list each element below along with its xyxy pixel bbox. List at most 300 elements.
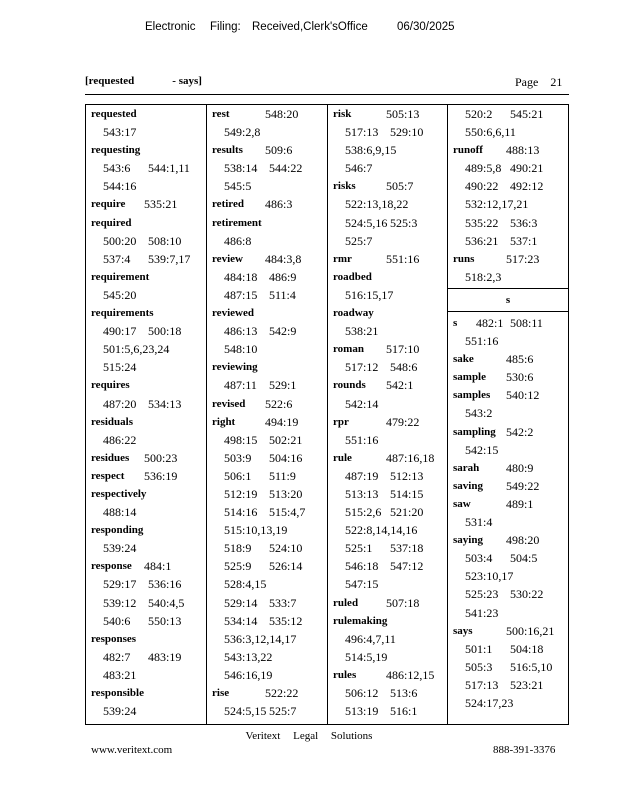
index-ref-line — [207, 159, 327, 177]
page-line-ref: 500:23 — [144, 450, 178, 465]
page-line-ref: 539:7,17 — [148, 251, 191, 266]
index-term: reviewing — [212, 361, 258, 374]
page-line-ref: 546:16,19 — [224, 667, 273, 682]
page-line-ref: 539:24 — [103, 704, 137, 719]
word-index-table — [85, 104, 569, 725]
index-ref-line — [448, 105, 568, 123]
page-line-ref: 545:20 — [103, 287, 137, 302]
index-ref-line — [86, 594, 206, 612]
page-line-ref: 500:18 — [148, 324, 182, 339]
index-ref-line — [86, 123, 206, 141]
page-line-ref: 529:1 — [269, 378, 297, 393]
page-line-ref: 503:4 — [465, 551, 493, 566]
index-term: required — [91, 216, 132, 229]
index-term-line — [328, 340, 448, 358]
index-ref-line — [448, 332, 568, 350]
index-term: requires — [91, 379, 130, 392]
page-line-ref: 543:17 — [103, 125, 137, 140]
index-ref-line — [448, 123, 568, 141]
page-line-ref: 487:15 — [224, 287, 258, 302]
page-line-ref: 486:9 — [269, 269, 297, 284]
page-line-ref: 513:20 — [269, 486, 303, 501]
index-term: s — [453, 317, 458, 329]
index-term-line — [86, 214, 206, 232]
page-line-ref: 504:18 — [510, 641, 544, 656]
index-term-line — [328, 449, 448, 467]
index-ref-line — [207, 376, 327, 394]
index-ref-line — [207, 340, 327, 358]
page-line-ref: 529:10 — [390, 125, 424, 140]
index-term: runs — [453, 252, 475, 265]
page-line-ref: 505:13 — [386, 107, 420, 121]
page-line-ref: 547:12 — [390, 559, 424, 574]
index-term: runoff — [453, 144, 483, 157]
page-line-ref: 513:13 — [345, 486, 379, 501]
index-ref-line — [448, 177, 568, 195]
index-ref-line — [448, 268, 568, 286]
index-term-line — [328, 376, 448, 394]
page-line-ref: 484:18 — [224, 269, 258, 284]
footer-phone: 888-391-3376 — [493, 744, 556, 756]
index-term: residues — [91, 451, 130, 464]
index-ref-line — [448, 640, 568, 658]
index-term: roadbed — [333, 270, 372, 283]
index-term: saving — [453, 479, 483, 492]
index-ref-line — [207, 503, 327, 521]
index-ref-line — [86, 612, 206, 630]
index-term: requirements — [91, 307, 154, 320]
index-column-4 — [447, 105, 568, 724]
page-line-ref: 515:4,7 — [269, 505, 306, 520]
index-term-line — [448, 423, 568, 441]
index-ref-line — [207, 177, 327, 195]
page-line-ref: 536:21 — [465, 233, 499, 248]
index-term-line — [86, 630, 206, 648]
index-ref-line — [448, 567, 568, 585]
index-ref-line — [448, 232, 568, 250]
index-column-4-top — [448, 105, 568, 286]
page-line-ref: 546:18 — [345, 559, 379, 574]
footer-company-word: Solutions — [330, 730, 373, 742]
index-ref-line — [86, 286, 206, 304]
index-term-line — [86, 521, 206, 539]
index-column-3 — [327, 105, 448, 724]
page-line-ref: 514:5,19 — [345, 649, 388, 664]
index-term-line — [86, 141, 206, 159]
filing-stamp — [0, 21, 618, 37]
page-line-ref: 542:2 — [506, 424, 534, 439]
index-ref-line — [207, 612, 327, 630]
index-ref-line — [448, 513, 568, 531]
index-term-line — [448, 314, 568, 332]
index-term: sake — [453, 353, 474, 366]
page-line-ref: 530:22 — [510, 587, 544, 602]
index-term-line — [207, 214, 327, 232]
page-line-ref: 540:6 — [103, 613, 131, 628]
index-term: responding — [91, 524, 144, 537]
index-ref-line — [86, 358, 206, 376]
page-line-ref: 496:4,7,11 — [345, 631, 396, 646]
page-line-ref: 500:20 — [103, 233, 137, 248]
footer-website: www.veritext.com — [91, 744, 173, 756]
index-ref-line — [328, 467, 448, 485]
index-term-line — [328, 268, 448, 286]
index-term-line — [328, 304, 448, 322]
index-term-line — [207, 358, 327, 376]
index-term-line — [328, 594, 448, 612]
index-term: rpr — [333, 415, 349, 428]
page-line-ref: 486:8 — [224, 233, 252, 248]
index-term: review — [212, 252, 243, 265]
page-line-ref: 551:16 — [345, 432, 379, 447]
index-term: rmr — [333, 252, 352, 265]
index-ref-line — [328, 322, 448, 340]
index-term: saying — [453, 534, 483, 547]
page-line-ref: 518:2,3 — [465, 269, 502, 284]
index-term: roman — [333, 343, 364, 356]
index-ref-line — [207, 648, 327, 666]
page-line-ref: 524:17,23 — [465, 695, 514, 710]
page-line-ref: 479:22 — [386, 414, 420, 429]
range-start: [requested — [85, 75, 135, 87]
header-rule — [85, 94, 569, 95]
index-ref-line — [448, 195, 568, 213]
index-ref-line — [86, 431, 206, 449]
page-line-ref: 486:13 — [224, 324, 258, 339]
page-line-ref: 548:20 — [265, 107, 299, 121]
page-line-ref: 494:19 — [265, 414, 299, 429]
index-ref-line — [86, 539, 206, 557]
index-ref-line — [207, 575, 327, 593]
page-line-ref: 530:6 — [506, 370, 534, 385]
page-line-ref: 484:1 — [144, 559, 172, 574]
page-indicator — [515, 75, 562, 90]
index-term: sampling — [453, 425, 496, 438]
page-line-ref: 489:1 — [506, 496, 534, 511]
index-term-line — [86, 268, 206, 286]
index-term: roadway — [333, 307, 374, 320]
page-line-ref: 526:14 — [269, 559, 303, 574]
index-term-line — [86, 105, 206, 123]
index-ref-line — [448, 441, 568, 459]
index-ref-line — [207, 449, 327, 467]
index-term-line — [207, 141, 327, 159]
page-line-ref: 483:19 — [148, 649, 182, 664]
page-line-ref: 483:21 — [103, 667, 137, 682]
page-line-ref: 538:6,9,15 — [345, 143, 397, 158]
page-line-ref: 543:13,22 — [224, 649, 273, 664]
index-ref-line — [207, 630, 327, 648]
page-line-ref: 538:21 — [345, 324, 379, 339]
page-line-ref: 489:5,8 — [465, 161, 502, 176]
index-term-line — [86, 376, 206, 394]
page-line-ref: 542:9 — [269, 324, 297, 339]
page-line-ref: 539:12 — [103, 595, 137, 610]
page-line-ref: 515:24 — [103, 360, 137, 375]
page-line-ref: 522:13,18,22 — [345, 197, 409, 212]
letter-divider: s — [448, 288, 568, 312]
index-term-line — [207, 304, 327, 322]
index-ref-line — [207, 702, 327, 720]
index-ref-line — [328, 195, 448, 213]
page-line-ref: 512:19 — [224, 486, 258, 501]
index-term-line — [448, 368, 568, 386]
index-ref-line — [207, 594, 327, 612]
index-term: responses — [91, 632, 137, 645]
page-line-ref: 508:11 — [510, 316, 543, 330]
index-term: requesting — [91, 144, 141, 157]
index-term-line — [207, 684, 327, 702]
page-line-ref: 532:12,17,21 — [465, 197, 529, 212]
page-line-ref: 506:1 — [224, 468, 252, 483]
index-term-line — [448, 495, 568, 513]
index-ref-line — [328, 123, 448, 141]
page-line-ref: 550:6,6,11 — [465, 125, 516, 140]
index-ref-line — [207, 539, 327, 557]
page-line-ref: 506:12 — [345, 686, 379, 700]
index-term-line — [86, 449, 206, 467]
index-column-2 — [206, 105, 327, 724]
index-term: residuals — [91, 415, 133, 428]
index-term-line — [86, 467, 206, 485]
index-ref-line — [448, 658, 568, 676]
page-line-ref: 534:14 — [224, 613, 258, 628]
page-line-ref: 543:2 — [465, 406, 493, 421]
index-ref-line — [448, 676, 568, 694]
page-line-ref: 517:12 — [345, 360, 379, 375]
index-ref-line — [328, 557, 448, 575]
index-ref-line — [86, 232, 206, 250]
index-ref-line — [448, 404, 568, 422]
index-term-line — [448, 350, 568, 368]
index-ref-line — [328, 485, 448, 503]
index-term-line — [86, 413, 206, 431]
index-ref-line — [86, 575, 206, 593]
page-line-ref: 480:9 — [506, 460, 534, 475]
index-term-line — [448, 622, 568, 640]
index-term: revised — [212, 397, 246, 410]
index-term: retired — [212, 198, 244, 211]
page-line-ref: 531:4 — [465, 515, 493, 530]
index-ref-line — [86, 159, 206, 177]
index-term-line — [207, 105, 327, 123]
page-line-ref: 541:23 — [465, 605, 499, 620]
index-term: reviewed — [212, 307, 254, 320]
index-ref-line — [86, 250, 206, 268]
index-term: says — [453, 624, 473, 637]
page-line-ref: 505:3 — [465, 659, 493, 674]
page-line-ref: 516:15,17 — [345, 287, 394, 302]
index-ref-line — [86, 666, 206, 684]
index-ref-line — [328, 503, 448, 521]
index-ref-line — [207, 322, 327, 340]
page-line-ref: 492:12 — [510, 179, 544, 194]
index-term-line — [448, 477, 568, 495]
page-line-ref: 534:13 — [148, 396, 182, 411]
page-line-ref: 501:5,6,23,24 — [103, 342, 170, 357]
index-range — [85, 75, 202, 87]
page-line-ref: 522:6 — [265, 396, 293, 411]
page-line-ref: 542:15 — [465, 442, 499, 457]
page-line-ref: 513:6 — [390, 686, 418, 700]
page-line-ref: 535:22 — [465, 215, 499, 230]
index-term: responsible — [91, 687, 144, 699]
page-line-ref: 522:22 — [265, 686, 299, 700]
index-ref-line — [207, 431, 327, 449]
page-line-ref: 509:6 — [265, 143, 293, 158]
page-line-ref: 486:12,15 — [386, 667, 435, 682]
page-line-ref: 482:7 — [103, 649, 131, 664]
filing-electronic: Electronic — [145, 21, 196, 33]
page-line-ref: 498:15 — [224, 432, 258, 447]
page-line-ref: 549:22 — [506, 478, 540, 493]
index-term: sarah — [453, 461, 480, 474]
page-line-ref: 486:22 — [103, 432, 137, 447]
index-term: retirement — [212, 216, 262, 229]
page-line-ref: 517:10 — [386, 342, 420, 357]
index-ref-line — [86, 340, 206, 358]
index-ref-line — [328, 159, 448, 177]
page-line-ref: 487:20 — [103, 396, 137, 411]
index-ref-line — [207, 485, 327, 503]
page-line-ref: 536:19 — [144, 468, 178, 483]
index-term-line — [328, 666, 448, 684]
page-line-ref: 525:7 — [269, 704, 297, 719]
page-line-ref: 502:21 — [269, 432, 303, 447]
page-line-ref: 508:10 — [148, 233, 182, 248]
index-term: requested — [91, 108, 137, 120]
index-ref-line — [328, 232, 448, 250]
page-line-ref: 537:4 — [103, 251, 131, 266]
page-line-ref: 540:12 — [506, 388, 540, 403]
index-ref-line — [448, 159, 568, 177]
page-line-ref: 522:8,14,14,16 — [345, 523, 418, 538]
index-term: response — [91, 560, 132, 573]
page-line-ref: 536:3 — [510, 215, 538, 230]
page-line-ref: 501:1 — [465, 641, 493, 656]
page-line-ref: 524:10 — [269, 541, 303, 556]
page-line-ref: 515:10,13,19 — [224, 523, 288, 538]
page-line-ref: 512:13 — [390, 468, 424, 483]
index-ref-line — [207, 521, 327, 539]
index-ref-line — [207, 467, 327, 485]
index-ref-line — [328, 648, 448, 666]
index-ref-line — [207, 557, 327, 575]
index-term: rulemaking — [333, 614, 388, 627]
index-ref-line — [207, 666, 327, 684]
page-line-ref: 487:11 — [224, 378, 257, 393]
index-ref-line — [207, 268, 327, 286]
page-line-ref: 500:16,21 — [506, 623, 555, 638]
page-line-ref: 487:19 — [345, 468, 379, 483]
page-line-ref: 545:21 — [510, 107, 544, 121]
index-term-line — [86, 485, 206, 503]
page-line-ref: 539:24 — [103, 541, 137, 556]
page-line-ref: 511:4 — [269, 287, 296, 302]
page-line-ref: 544:16 — [103, 179, 137, 194]
page-line-ref: 521:20 — [390, 505, 424, 520]
page-line-ref: 533:7 — [269, 595, 297, 610]
index-term: ruled — [333, 596, 359, 609]
index-term-line — [86, 684, 206, 702]
page-line-ref: 514:15 — [390, 486, 424, 501]
index-ref-line — [86, 503, 206, 521]
index-ref-line — [328, 630, 448, 648]
page-line-ref: 524:5,15 — [224, 704, 267, 719]
index-term-line — [207, 395, 327, 413]
index-ref-line — [328, 214, 448, 232]
page-line-ref: 488:13 — [506, 143, 540, 158]
index-term-line — [328, 612, 448, 630]
index-ref-line — [86, 648, 206, 666]
page-line-ref: 482:1 — [476, 316, 504, 330]
page-line-ref: 550:13 — [148, 613, 182, 628]
index-ref-line — [86, 702, 206, 720]
index-term-line — [207, 250, 327, 268]
index-ref-line — [328, 141, 448, 159]
index-term: rounds — [333, 379, 366, 392]
footer-company-word: Veritext — [245, 730, 281, 742]
index-term-line — [328, 250, 448, 268]
index-term: respectively — [91, 487, 147, 500]
page-line-ref: 484:3,8 — [265, 251, 302, 266]
index-term: respect — [91, 469, 125, 482]
page-line-ref: 514:16 — [224, 505, 258, 520]
page-line-ref: 523:21 — [510, 677, 544, 692]
page-line-ref: 525:9 — [224, 559, 252, 574]
index-ref-line — [207, 232, 327, 250]
page-line-ref: 535:12 — [269, 613, 303, 628]
index-term: saw — [453, 497, 471, 510]
index-ref-line — [86, 395, 206, 413]
page-line-ref: 538:14 — [224, 161, 258, 176]
range-end: - says] — [172, 75, 202, 87]
index-ref-line — [328, 286, 448, 304]
index-term: rule — [333, 451, 352, 464]
index-ref-line — [207, 286, 327, 304]
index-column-1 — [86, 105, 206, 724]
page-line-ref: 518:9 — [224, 541, 252, 556]
page-line-ref: 525:7 — [345, 233, 373, 248]
page-line-ref: 503:9 — [224, 450, 252, 465]
index-term: risk — [333, 108, 352, 120]
page-line-ref: 485:6 — [506, 352, 534, 367]
page-line-ref: 551:16 — [465, 334, 499, 349]
index-term-line — [448, 531, 568, 549]
page-line-ref: 498:20 — [506, 533, 540, 548]
index-ref-line — [328, 702, 448, 720]
index-ref-line — [328, 431, 448, 449]
index-ref-line — [328, 539, 448, 557]
page-line-ref: 505:7 — [386, 179, 414, 194]
index-term: right — [212, 415, 236, 428]
filing-date: 06/30/2025 — [397, 21, 455, 33]
footer-company — [0, 730, 618, 742]
footer-company-word: Legal — [293, 730, 319, 742]
page-line-ref: 513:19 — [345, 704, 379, 719]
page-line-ref: 546:7 — [345, 161, 373, 176]
index-term: sample — [453, 371, 486, 384]
page-line-ref: 511:9 — [269, 468, 296, 483]
page-line-ref: 545:5 — [224, 179, 252, 194]
page-line-ref: 528:4,15 — [224, 577, 267, 592]
page-line-ref: 507:18 — [386, 595, 420, 610]
index-ref-line — [448, 549, 568, 567]
index-term-line — [207, 413, 327, 431]
filing-label: Filing: — [210, 21, 241, 33]
index-term-line — [328, 105, 448, 123]
page-line-ref: 488:14 — [103, 505, 137, 520]
